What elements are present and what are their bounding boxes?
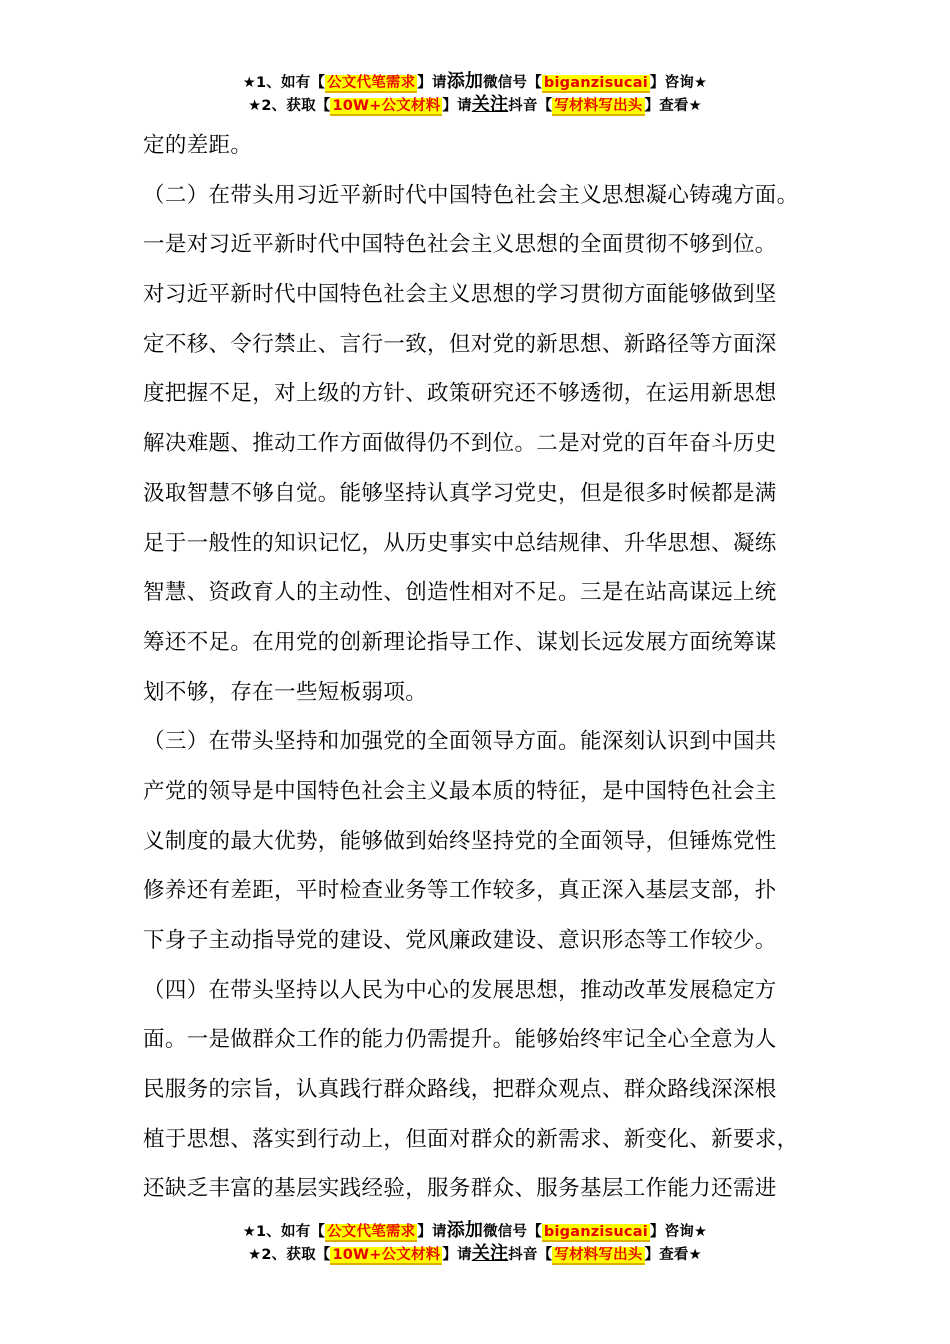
star-icon: ★ (248, 98, 262, 114)
banner-line-1: ★1、如有【 公文代笔需求 】请添加微信号【 biganzisucai 】咨询★ (242, 71, 708, 92)
body-line: 划不够，存在一些短板弱项。 (143, 679, 428, 705)
body-line: 面。一是做群众工作的能力仍需提升。能够始终牢记全心全意为人 (143, 1027, 777, 1053)
highlight-wechat-id: biganzisucai (543, 1224, 648, 1240)
banner-line-1: ★1、如有【 公文代笔需求 】请添加微信号【 biganzisucai 】咨询★ (242, 1220, 708, 1241)
highlight-service: 公文代笔需求 (327, 75, 416, 91)
body-line: 解决难题、推动工作方面做得仍不到位。二是对党的百年奋斗历史 (143, 431, 777, 457)
highlight-materials: 10W+公文材料 (332, 1247, 441, 1263)
banner-line-2: ★2、获取【 10W+公文材料 】请关注抖音【 写材料写出头 】查看★ (248, 1243, 702, 1264)
highlight-service: 公文代笔需求 (327, 1224, 416, 1240)
body-line: 还缺乏丰富的基层实践经验，服务群众、服务基层工作能力还需进 (143, 1176, 777, 1202)
highlight-materials: 10W+公文材料 (332, 98, 441, 114)
body-line: 对习近平新时代中国特色社会主义思想的学习贯彻方面能够做到坚 (143, 282, 777, 308)
footer-banner (0, 1219, 950, 1265)
highlight-wechat-id: biganzisucai (543, 75, 648, 91)
body-line: 智慧、资政育人的主动性、创造性相对不足。三是在站高谋远上统 (143, 580, 777, 606)
body-line: 义制度的最大优势，能够做到始终坚持党的全面领导，但锤炼党性 (143, 828, 777, 854)
header-banner (0, 70, 950, 116)
highlight-douyin-id: 写材料写出头 (554, 98, 643, 114)
body-line: 筹还不足。在用党的创新理论指导工作、谋划长远发展方面统筹谋 (143, 629, 777, 655)
body-line: 植于思想、落实到行动上，但面对群众的新需求、新变化、新要求， (143, 1126, 799, 1152)
body-line: 修养还有差距，平时检查业务等工作较多，真正深入基层支部，扑 (143, 878, 777, 904)
star-icon: ★ (242, 1224, 256, 1240)
body-line: （四）在带头坚持以人民为中心的发展思想，推动改革发展稳定方 (143, 977, 777, 1003)
body-line: 产党的领导是中国特色社会主义最本质的特征，是中国特色社会主 (143, 778, 777, 804)
body-line: 度把握不足，对上级的方针、政策研究还不够透彻，在运用新思想 (143, 381, 777, 407)
document-body (143, 121, 833, 1214)
star-icon: ★ (242, 75, 256, 91)
body-line: 足于一般性的知识记忆，从历史事实中总结规律、升华思想、凝练 (143, 530, 777, 556)
body-line: 一是对习近平新时代中国特色社会主义思想的全面贯彻不够到位。 (143, 232, 777, 258)
body-line: 定不移、令行禁止、言行一致，但对党的新思想、新路径等方面深 (143, 331, 777, 357)
star-icon: ★ (248, 1247, 262, 1263)
body-line: （三）在带头坚持和加强党的全面领导方面。能深刻认识到中国共 (143, 729, 777, 755)
body-line: 定的差距。 (143, 133, 253, 158)
body-line: （二）在带头用习近平新时代中国特色社会主义思想凝心铸魂方面。 (143, 182, 799, 208)
highlight-douyin-id: 写材料写出头 (554, 1247, 643, 1263)
body-line: 汲取智慧不够自觉。能够坚持认真学习党史，但是很多时候都是满 (143, 480, 777, 506)
banner-line-2: ★2、获取【 10W+公文材料 】请关注抖音【 写材料写出头 】查看★ (248, 94, 702, 115)
body-line: 民服务的宗旨，认真践行群众路线，把群众观点、群众路线深深根 (143, 1077, 777, 1103)
body-line: 下身子主动指导党的建设、党风廉政建设、意识形态等工作较少。 (143, 928, 777, 953)
